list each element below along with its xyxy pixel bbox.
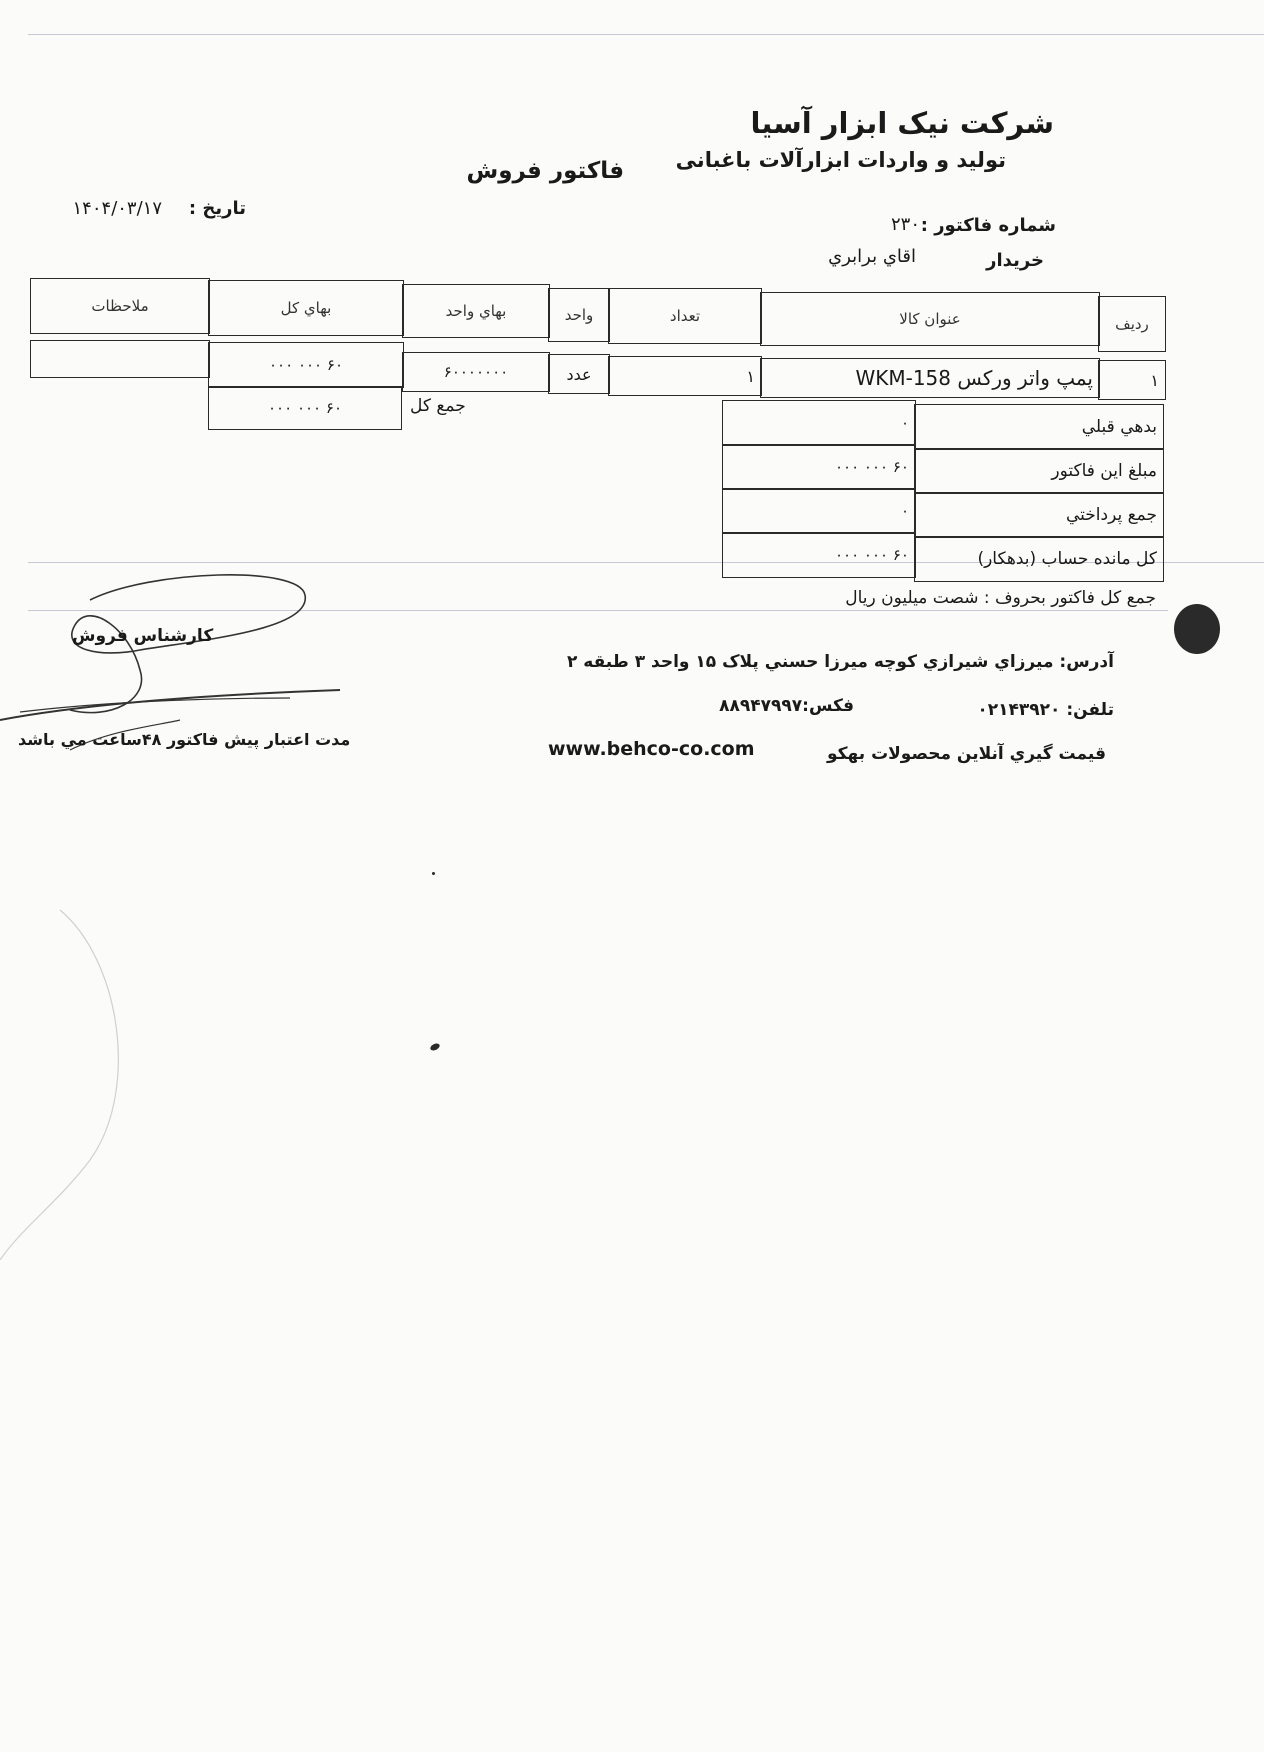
buyer-value: اقاي برابري — [828, 246, 916, 267]
header-notes: ملاحظات — [30, 278, 210, 334]
header-unit-price: بهاي واحد — [402, 284, 550, 338]
top-rule — [28, 34, 1264, 35]
header-unit: واحد — [548, 288, 610, 342]
invoice-number-label: شماره فاکتور : — [920, 215, 1056, 236]
header-total-price: بهاي کل — [208, 280, 404, 336]
summary-value-invoice-amount: ۶۰ ۰۰۰ ۰۰۰ — [722, 444, 916, 490]
summary-value-previous-debt: ۰ — [722, 400, 916, 446]
address: آدرس: ميرزاي شيرازي کوچه ميرزا حسني پلاک ۱۵ واحد ۳ طبقه ۲ — [566, 652, 1114, 672]
speck-icon — [429, 1042, 441, 1052]
table-row-1-unit: عدد — [548, 354, 610, 394]
buyer-label: خریدار — [986, 250, 1044, 271]
sales-expert-label: کارشناس فروش — [72, 626, 214, 646]
summary-label-total-paid: جمع پرداختي — [914, 492, 1164, 538]
invoice-number-value: ۲۳۰ — [890, 214, 920, 235]
edge-curve-icon — [0, 900, 130, 1260]
validity-note: مدت اعتبار پيش فاکتور ۴۸ساعت مي باشد — [18, 730, 351, 749]
summary-label-invoice-amount: مبلغ اين فاکتور — [914, 448, 1164, 494]
website: www.behco-co.com — [548, 738, 755, 760]
header-row-number: رديف — [1098, 296, 1166, 352]
summary-label-balance: کل مانده حساب (بدهکار) — [914, 536, 1164, 582]
document-title: فاکتور فروش — [466, 158, 624, 184]
table-row-1-total-price: ۶۰ ۰۰۰ ۰۰۰ — [208, 342, 404, 388]
date-label: تاریخ : — [188, 198, 246, 219]
date-value: ۱۴۰۴/۰۳/۱۷ — [72, 198, 162, 219]
phone: تلفن: ۰۲۱۴۳۹۲۰ — [977, 700, 1114, 720]
speck-icon-2 — [432, 872, 435, 875]
punch-hole-icon — [1174, 604, 1220, 654]
summary-value-balance: ۶۰ ۰۰۰ ۰۰۰ — [722, 532, 916, 578]
online-price-note: قيمت گيري آنلاين محصولات بهکو — [827, 744, 1106, 764]
company-subtitle: تولید و واردات ابزارآلات باغبانی — [675, 148, 1006, 172]
company-name: شرکت نیک ابزار آسیا — [750, 106, 1054, 140]
header-quantity: تعداد — [608, 288, 762, 344]
table-row-1-quantity: ۱ — [608, 356, 762, 396]
header-item-title: عنوان کالا — [760, 292, 1100, 346]
table-row-1-notes — [30, 340, 210, 378]
summary-value-total-paid: ۰ — [722, 488, 916, 534]
fax: فکس:۸۸۹۴۷۹۹۷ — [719, 696, 854, 716]
grand-total-label: جمع کل — [410, 396, 466, 416]
table-row-1-title: پمپ واتر ورکس WKM-158 — [760, 358, 1100, 398]
grand-total-value: ۶۰ ۰۰۰ ۰۰۰ — [208, 386, 402, 430]
table-row-1-number: ۱ — [1098, 360, 1166, 400]
total-in-words: جمع کل فاکتور بحروف : شصت ميليون ريال — [845, 588, 1156, 608]
table-row-1-unit-price: ۶۰۰۰۰۰۰۰ — [402, 352, 550, 392]
summary-label-previous-debt: بدهي قبلي — [914, 404, 1164, 450]
